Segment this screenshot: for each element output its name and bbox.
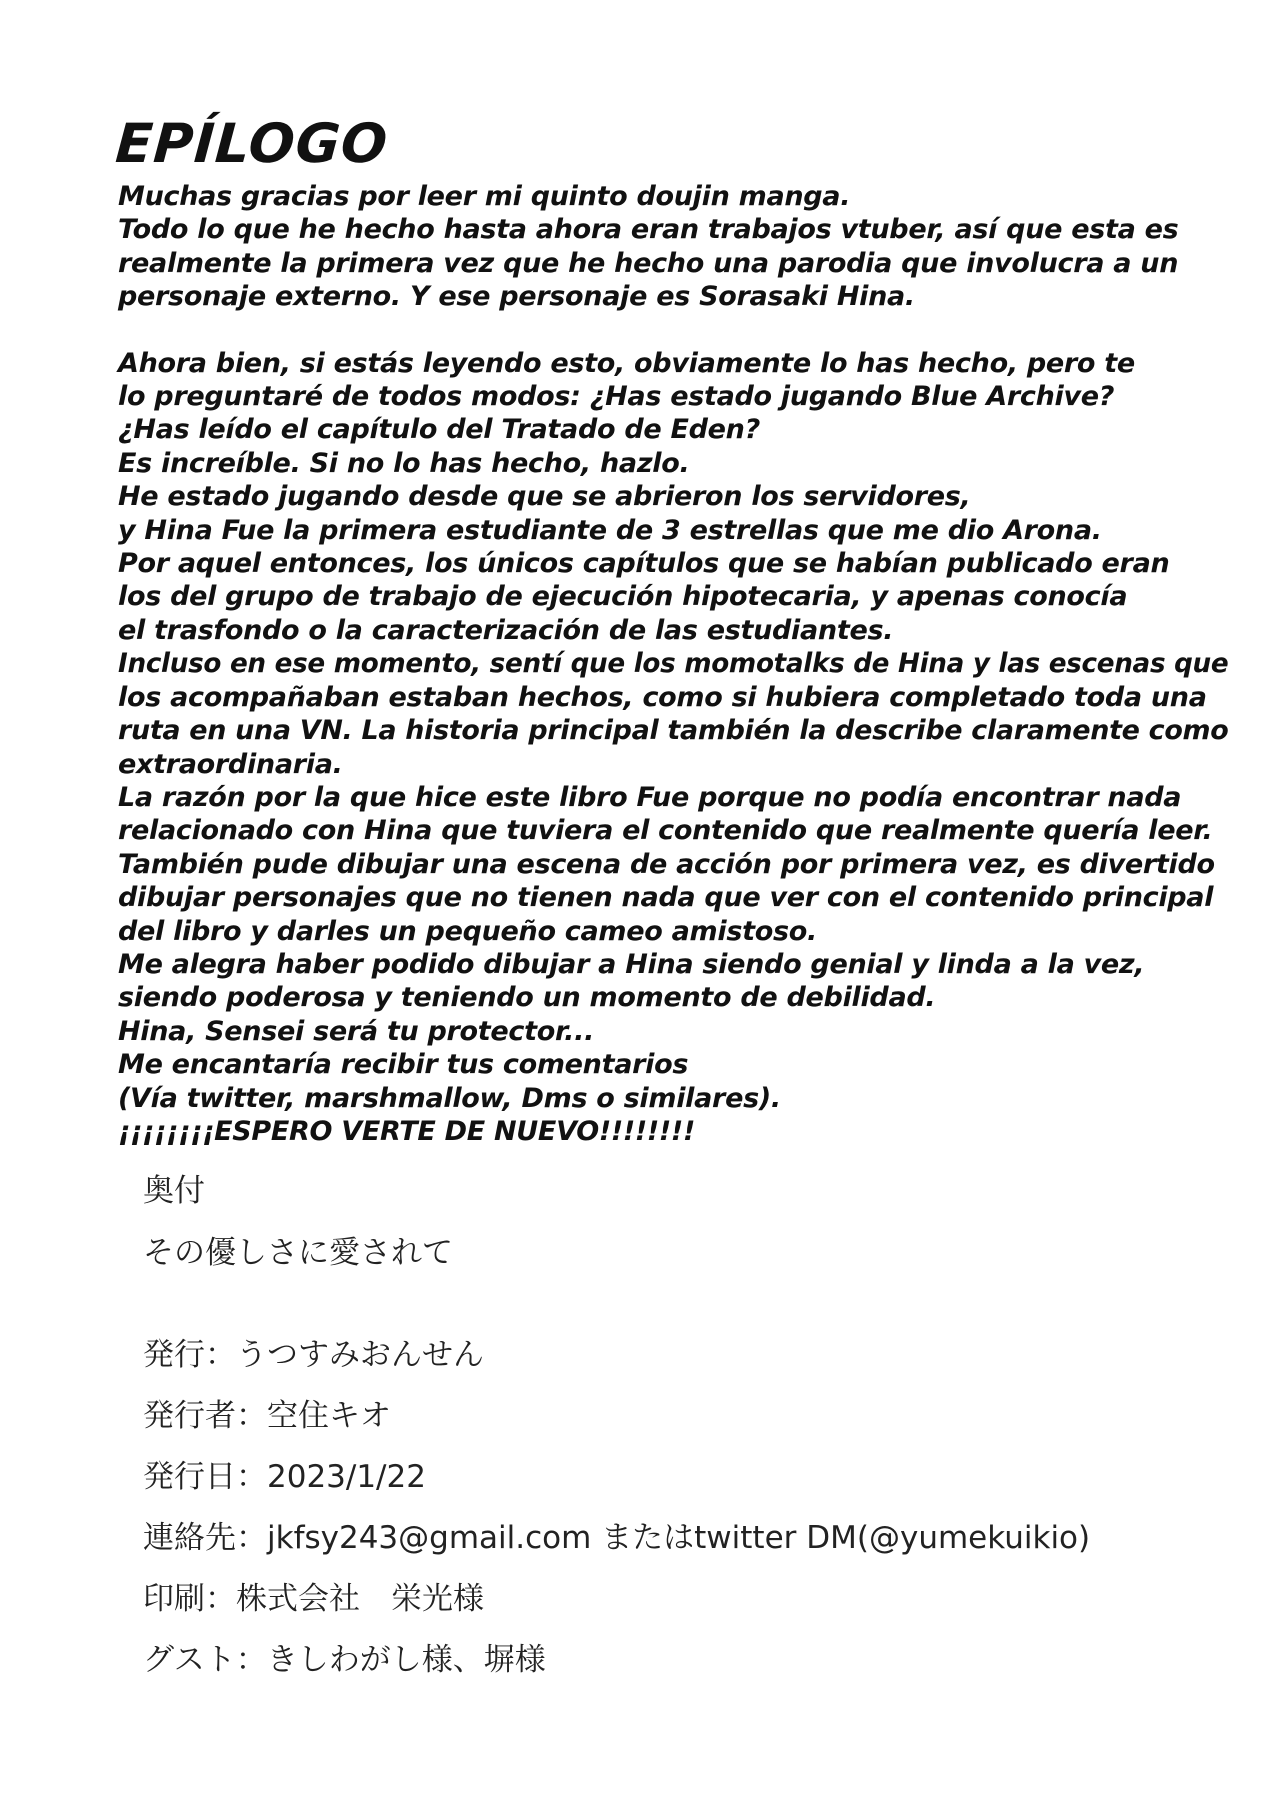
epilogue-line: Me alegra haber podido dibujar a Hina siendo genial y linda a la vez, — [118, 948, 1145, 980]
colophon-detail-line: 発行者：空住キオ — [143, 1398, 391, 1434]
epilogue-line: ruta en una VN. La historia principal también la describe claramente como — [118, 715, 1229, 747]
epilogue-line: También pude dibujar una escena de acción por primera vez, es divertido — [118, 848, 1215, 880]
epilogue-line: Muchas gracias por leer mi quinto doujin manga. — [118, 181, 851, 212]
colophon-details — [143, 1336, 1143, 1679]
epilogue-line: Ahora bien, si estás leyendo esto, obviamente lo has hecho, pero te — [118, 347, 1135, 379]
epilogue-line: del libro y darles un pequeño cameo amistoso. — [118, 915, 817, 947]
epilogue-line: ¿Has leído el capítulo del Tratado de Eden? — [118, 414, 760, 446]
colophon-detail-line: 発行：うつすみおんせん — [143, 1337, 484, 1373]
epilogue-line: y Hina Fue la primera estudiante de 3 estrellas que me dio Arona. — [118, 514, 1102, 546]
colophon-detail-line: 印刷：株式会社 栄光様 — [143, 1581, 484, 1617]
colophon-detail-line: 発行日：2023/1/22 — [143, 1459, 426, 1495]
epilogue-section — [113, 112, 1229, 1148]
epilogue-line: extraordinaria. — [118, 748, 343, 780]
epilogue-line: relacionado con Hina que tuviera el contenido que realmente quería leer. — [118, 815, 1213, 847]
colophon-section — [143, 1172, 1143, 1702]
colophon-detail-line: グスト：きしわがし様、塀様 — [143, 1642, 546, 1678]
colophon-detail-line: 連絡先：jkfsy243@gmail.com またはtwitter DM(@yumekuikio) — [143, 1520, 1091, 1556]
epilogue-line: ¡¡¡¡¡¡¡¡ESPERO VERTE DE NUEVO!!!!!!!! — [118, 1115, 695, 1147]
epilogue-body — [118, 180, 1228, 1148]
epilogue-line: Es increíble. Si no lo has hecho, hazlo. — [118, 447, 690, 479]
epilogue-line: siendo poderosa y teniendo un momento de debilidad. — [118, 982, 936, 1014]
epilogue-line: Por aquel entonces, los únicos capítulos que se habían publicado eran — [118, 548, 1170, 580]
epilogue-line: Hina, Sensei será tu protector... — [118, 1015, 595, 1047]
epilogue-line: He estado jugando desde que se abrieron los servidores, — [118, 481, 971, 513]
colophon-heading: 奥付 — [143, 1173, 205, 1209]
epilogue-line: el trasfondo o la caracterización de las estudiantes. — [118, 614, 894, 646]
epilogue-line: dibujar personajes que no tienen nada que ver con el contenido principal — [118, 882, 1214, 914]
epilogue-line: La razón por la que hice este libro Fue porque no podía encontrar nada — [118, 781, 1182, 813]
epilogue-line: realmente la primera vez que he hecho una parodia que involucra a un — [118, 247, 1179, 279]
epilogue-title: EPÍLOGO — [113, 112, 391, 175]
epilogue-line: lo preguntaré de todos modos: ¿Has estado jugando Blue Archive? — [118, 381, 1115, 413]
epilogue-line: Todo lo que he hecho hasta ahora eran trabajos vtuber, así que esta es — [118, 214, 1179, 246]
epilogue-paragraph — [118, 347, 1228, 1149]
epilogue-line: personaje externo. Y ese personaje es Sorasaki Hina. — [118, 281, 915, 313]
epilogue-paragraph — [118, 180, 1228, 314]
epilogue-line: Me encantaría recibir tus comentarios — [118, 1049, 689, 1081]
epilogue-line: (Vía twitter, marshmallow, Dms o similares). — [118, 1082, 781, 1114]
colophon-book-title: その優しさに愛されて — [143, 1235, 453, 1271]
epilogue-line: Incluso en ese momento, sentí que los momotalks de Hina y las escenas que — [118, 648, 1229, 680]
epilogue-line: los del grupo de trabajo de ejecución hipotecaria, y apenas conocía — [118, 581, 1128, 613]
epilogue-line: los acompañaban estaban hechos, como si hubiera completado toda una — [118, 681, 1207, 713]
